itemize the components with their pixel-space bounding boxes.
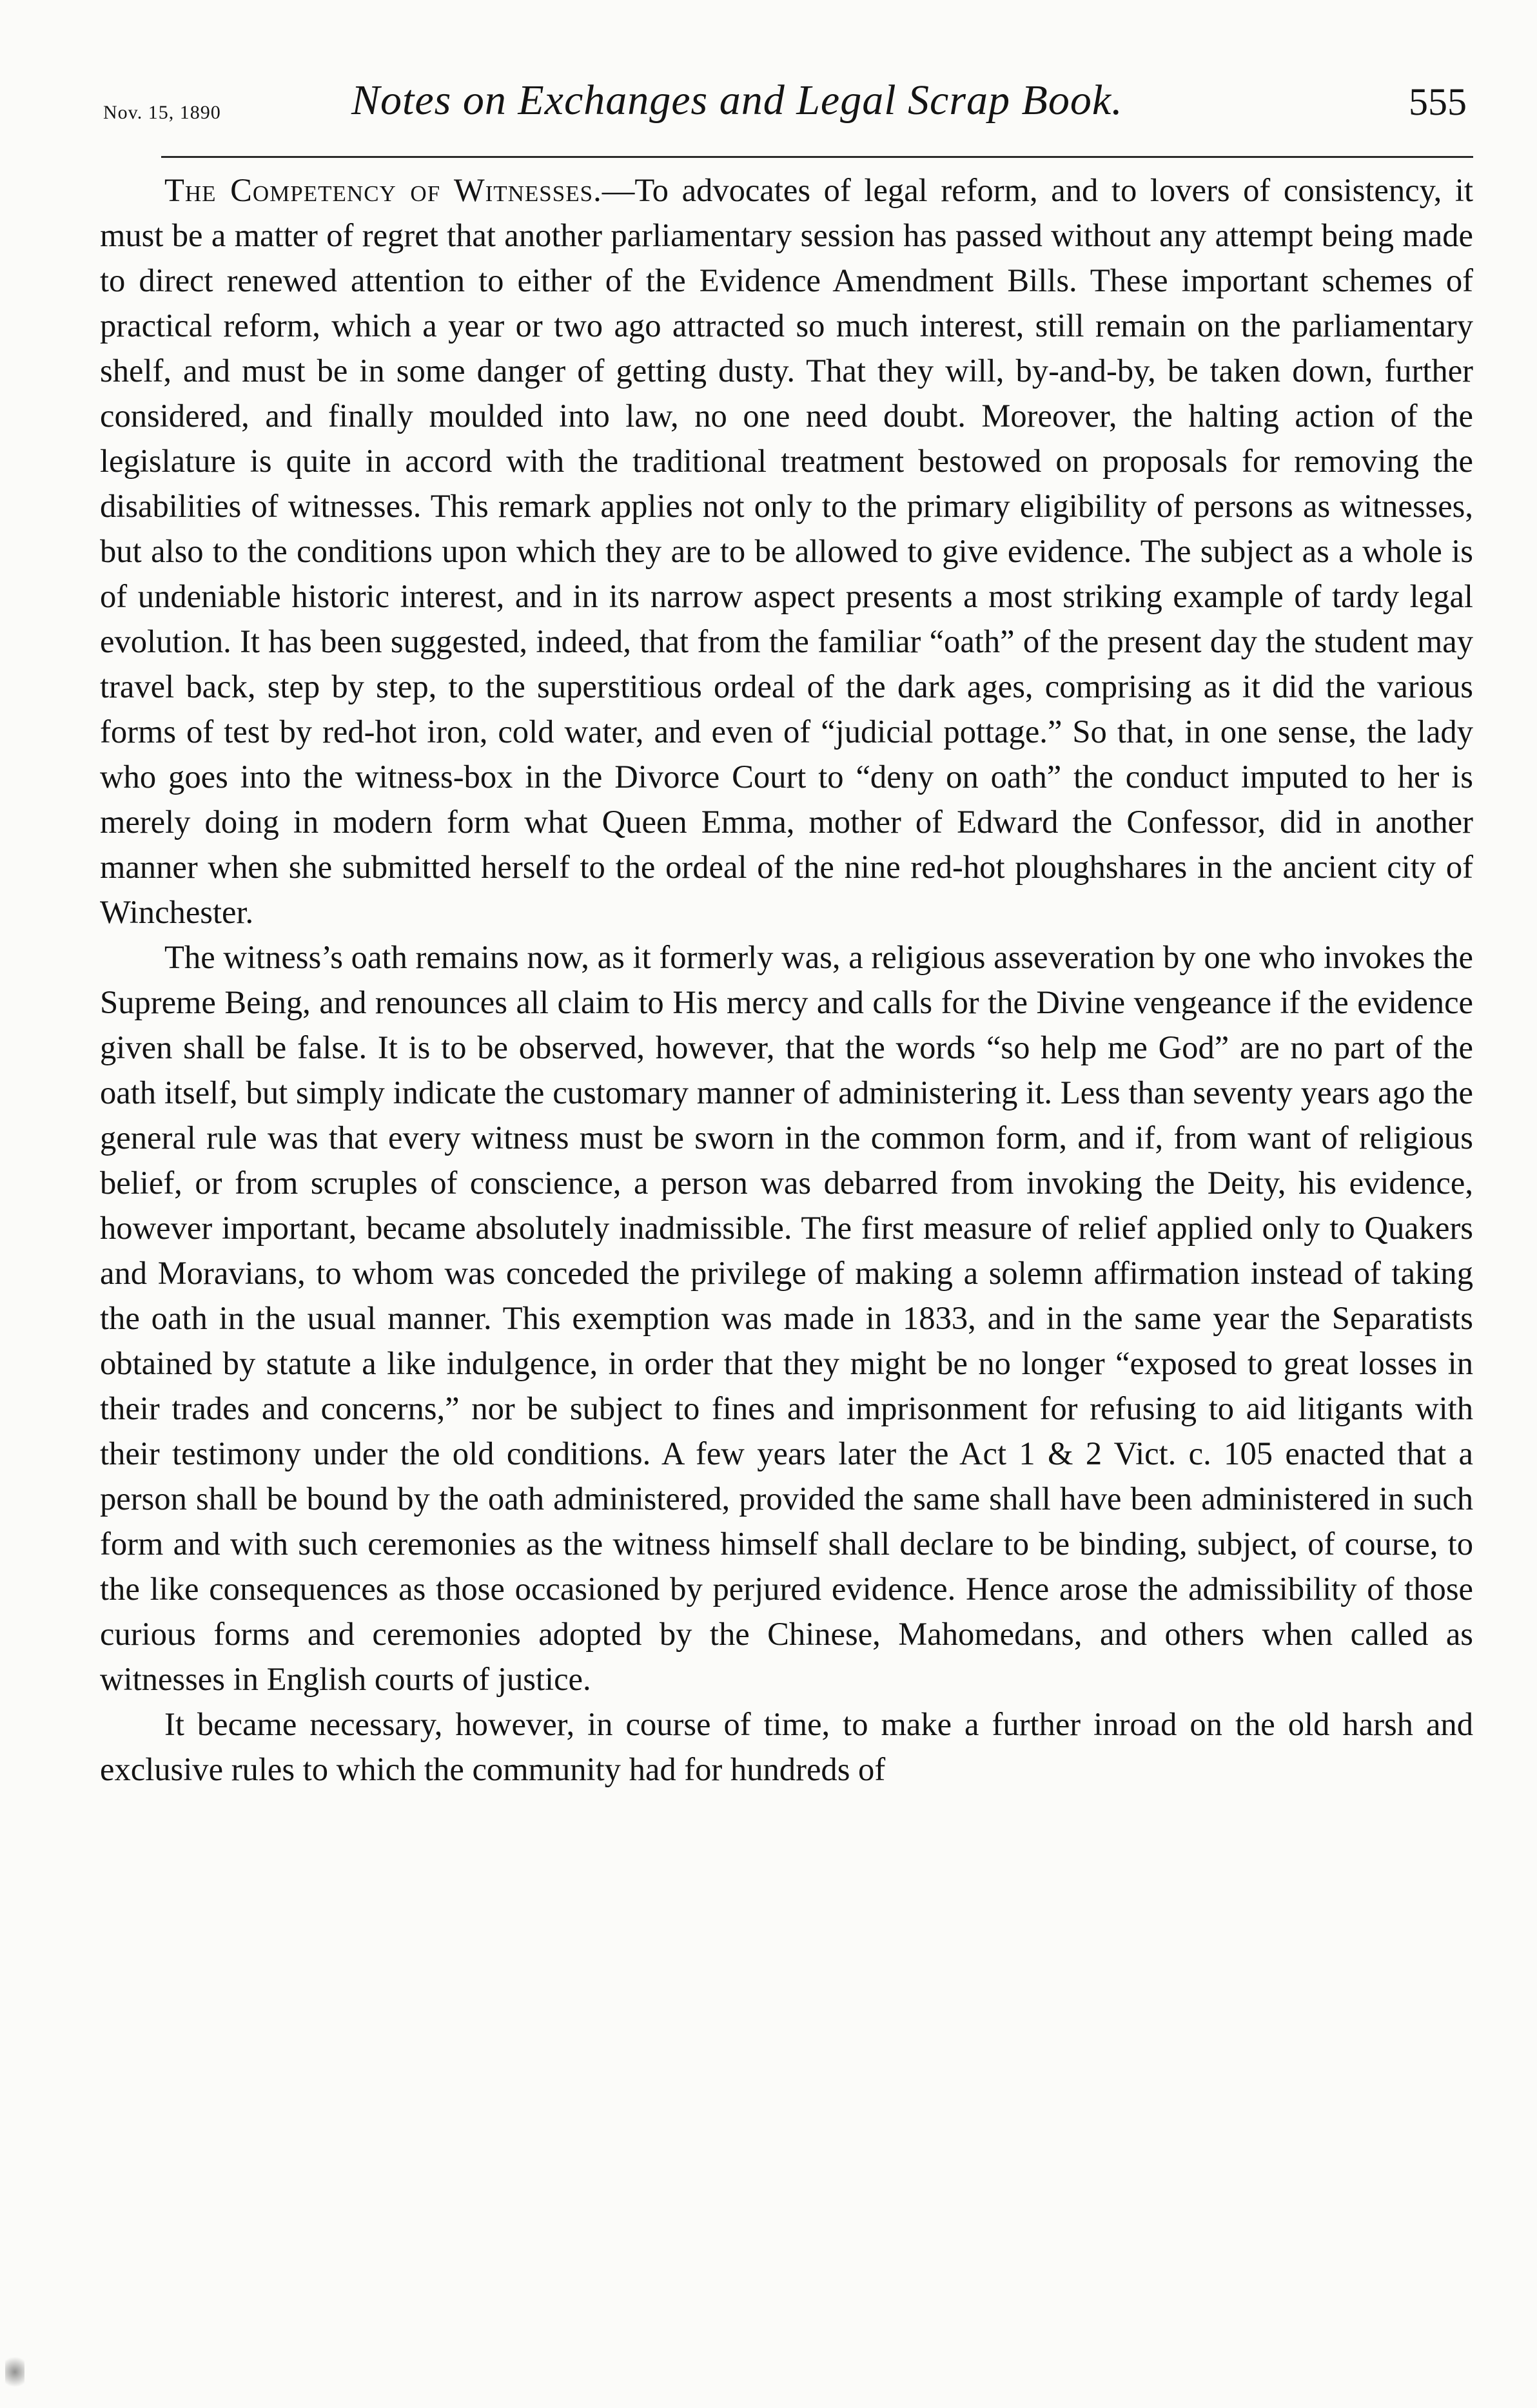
article-heading: The Competency of Witnesses. [164, 172, 602, 208]
article-body [100, 168, 1473, 1792]
issue-date: Nov. 15, 1890 [103, 102, 221, 123]
paragraph-3: It became necessary, however, in course of time, to make a further inroad on the old harsh and exclusive rules to which the community had for hundreds of [100, 1706, 1473, 1787]
book-page [100, 71, 1473, 2340]
page-number: 555 [1409, 81, 1467, 123]
running-head [100, 71, 1473, 148]
publication-title: Notes on Exchanges and Legal Scrap Book. [351, 77, 1123, 124]
scan-speck [5, 2353, 24, 2391]
paragraph-1-text: —To advocates of legal reform, and to lovers of consistency, it must be a matter of regret that another parliamentary session has passed without any attempt being made to direct renewed attention to either of the Evidence Amendment Bills. These important schemes of practical reform, which a year or two ago attracted so much interest, still remain on the parliamentary shelf, and must be in some danger of getting dusty. That they will, by-and-by, be taken down, further considered, and finally moulded into law, no one need doubt. Moreover, the halting action of the legislature is quite in accord with the traditional treatment bestowed on proposals for removing the disabilities of witnesses. This remark applies not only to the primary eligibility of persons as witnesses, but also to the conditions upon which they are to be allowed to give evidence. The subject as a whole is of undeniable historic interest, and in its narrow aspect presents a most striking example of tardy legal evolution. It has been suggested, indeed, that from the familiar “oath” of the present day the student may travel back, step by step, to the superstitious ordeal of the dark ages, comprising as it did the various forms of test by red-hot iron, cold water, and even of “judicial pottage.” So that, in one sense, the lady who goes into the witness-box in the Divorce Court to “deny on oath” the conduct imputed to her is merely doing in modern form what Queen Emma, mother of Edward the Confessor, did in another manner when she submitted herself to the ordeal of the nine red-hot ploughshares in the ancient city of Winchester. [100, 172, 1473, 930]
paragraph-2: The witness’s oath remains now, as it formerly was, a religious asseveration by one who invokes the Supreme Being, and renounces all claim to His mercy and calls for the Divine vengeance if the evidence given shall be false. It is to be observed, however, that the words “so help me God” are no part of the oath itself, but simply indicate the customary manner of administering it. Less than seventy years ago the general rule was that every witness must be sworn in the common form, and if, from want of religious belief, or from scruples of conscience, a person was debarred from invoking the Deity, his evidence, however important, became absolutely inadmissible. The first measure of relief applied only to Quakers and Moravians, to whom was conceded the privilege of making a solemn affirmation instead of taking the oath in the usual manner. This exemption was made in 1833, and in the same year the Separatists obtained by statute a like indulgence, in order that they might be no longer “exposed to great losses in their trades and concerns,” nor be subject to fines and imprisonment for refusing to aid litigants with their testimony under the old conditions. A few years later the Act 1 & 2 Vict. c. 105 enacted that a person shall be bound by the oath administered, provided the same shall have been administered in such form and with such ceremonies as the witness himself shall declare to be binding, subject, of course, to the like consequences as those occasioned by perjured evidence. Hence arose the admissibility of those curious forms and ceremonies adopted by the Chinese, Mahomedans, and others when called as witnesses in English courts of justice. [100, 939, 1473, 1697]
paragraph-1 [100, 168, 1473, 935]
header-rule [161, 156, 1473, 158]
